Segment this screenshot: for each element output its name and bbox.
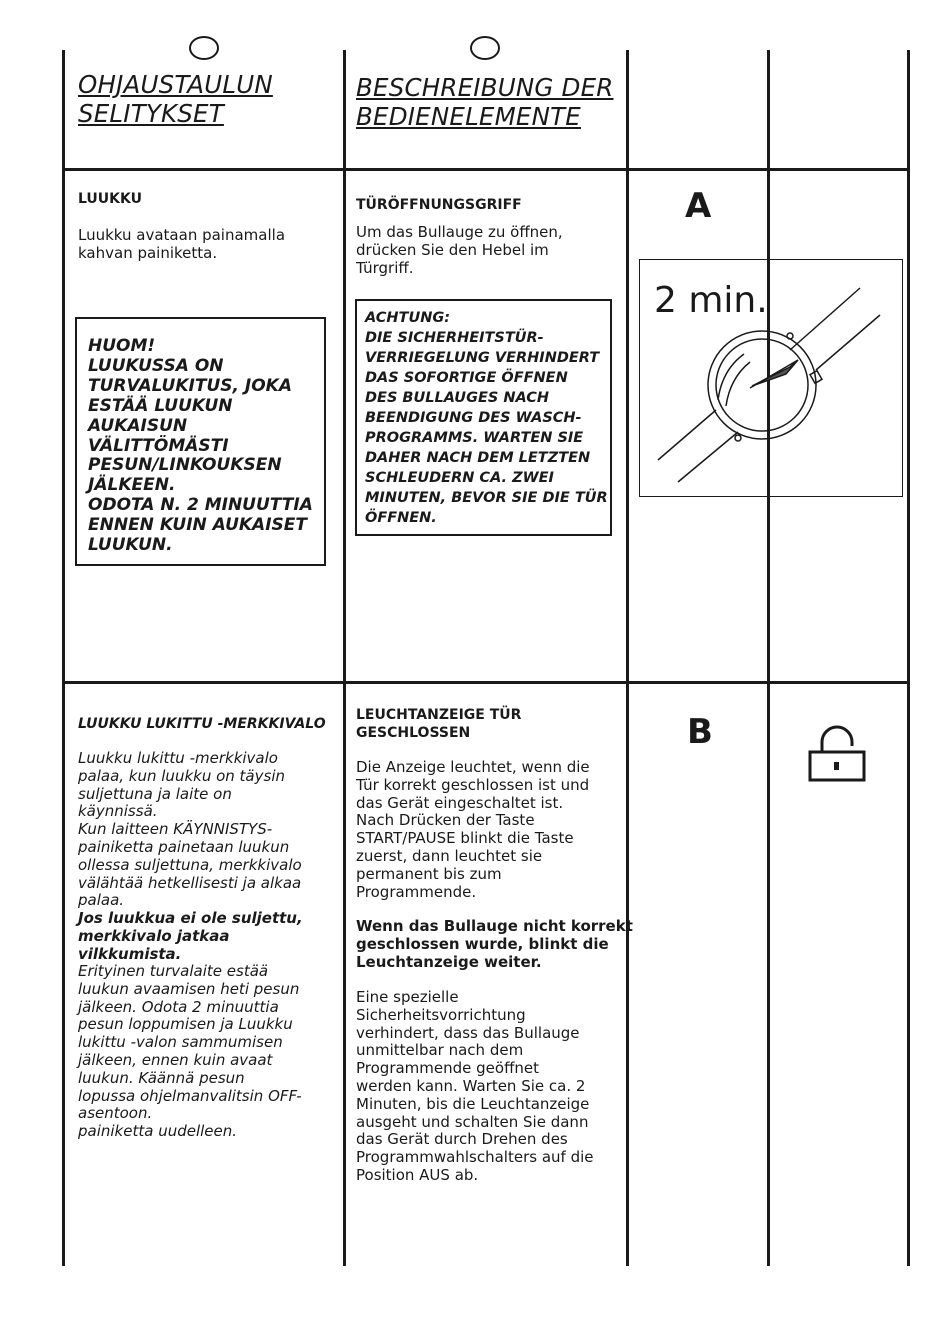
fi-title: OHJAUSTAULUN SELITYKSET (78, 70, 273, 128)
de-heading-a: TÜRÖFFNUNGSGRIFF (356, 197, 522, 213)
column-divider (62, 50, 65, 1266)
fi-text-a: Luukku avataan painamalla kahvan painiketta. (78, 226, 286, 262)
de-warning-text: ACHTUNG: DIE SICHERHEITSTÜR- VERRIEGELUNG VERHINDERT DAS SOFORTIGE ÖFFNEN DES BULLAUGES NACH BEENDIGUNG DES WASCH- PROGRAMMS. WARTEN SIE DAHER NACH DEM LETZTEN SCHLEUDERN CA. ZWEI MINUTEN, BEVOR SIE DIE TÜR ÖFFNEN. (365, 310, 608, 526)
fi-text-b-1: Luukku lukittu -merkkivalo palaa, kun luukku on täysin suljettuna ja laite on käynnissä. Kun laitteen KÄYNNISTYS- painiketta painetaan luukun ollessa suljettuna, merkkivalo välähtää hetkellisesti ja alkaa palaa. (78, 749, 302, 910)
section-letter-b: B (687, 712, 713, 752)
language-marker-fi (189, 36, 219, 60)
watch-icon (640, 260, 902, 496)
section-letter-a: A (685, 186, 712, 226)
column-divider (907, 50, 910, 1266)
de-title: BESCHREIBUNG DER BEDIENELEMENTE (356, 73, 614, 131)
de-text-a: Um das Bullauge zu öffnen, drücken Sie den Hebel im Türgriff. (356, 223, 563, 277)
column-divider (626, 50, 629, 1266)
de-text-b-2: Eine spezielle Sicherheitsvorrichtung verhindert, dass das Bullauge unmittelbar nach dem Programmende geöffnet werden kann. Warten Sie ca. 2 Minuten, bis die Leuchtanzeige ausgeht und schalten Sie dann das Gerät durch Drehen des Programmwahlschalters auf die Position AUS ab. (356, 988, 594, 1184)
de-text-b-bold: Wenn das Bullauge nicht korrekt geschlossen wurde, blinkt die Leuchtanzeige weiter. (356, 917, 633, 971)
de-text-b-1: Die Anzeige leuchtet, wenn die Tür korrekt geschlossen ist und das Gerät eingeschaltet ist. Nach Drücken der Taste START/PAUSE blinkt die Taste zuerst, dann leuchtet sie permanent bis zum Programmende. (356, 758, 590, 901)
row-divider (62, 168, 910, 171)
column-divider (767, 50, 770, 1266)
language-marker-de (470, 36, 500, 60)
timer-label: 2 min. (654, 280, 768, 321)
fi-text-b-bold: Jos luukkua ei ole suljettu, merkkivalo jatkaa vilkkumista. (78, 909, 303, 963)
fi-heading-a: LUUKKU (78, 191, 142, 207)
row-divider (62, 681, 910, 684)
de-heading-b: LEUCHTANZEIGE TÜR GESCHLOSSEN (356, 707, 522, 741)
fi-heading-b: LUUKKU LUKITTU -MERKKIVALO (78, 716, 326, 732)
fi-text-b-2: Erityinen turvalaite estää luukun avaamisen heti pesun jälkeen. Odota 2 minuuttia pesun loppumisen ja Luukku lukittu -valon sammumisen jälkeen, ennen kuin avaat luukun. Käännä pesun lopussa ohjelmanvalitsin OFF- asentoon. painiketta uudelleen. (78, 962, 302, 1141)
fi-warning-text: HUOM! LUUKUSSA ON TURVALUKITUS, JOKA ESTÄÄ LUUKUN AUKAISUN VÄLITTÖMÄSTI PESUN/LINKOUKSEN JÄLKEEN. ODOTA N. 2 MINUUTTIA ENNEN KUIN AUKAISET LUUKUN. (88, 336, 313, 556)
lock-icon (808, 724, 866, 784)
column-divider (343, 50, 346, 1266)
watch-illustration (639, 259, 903, 497)
